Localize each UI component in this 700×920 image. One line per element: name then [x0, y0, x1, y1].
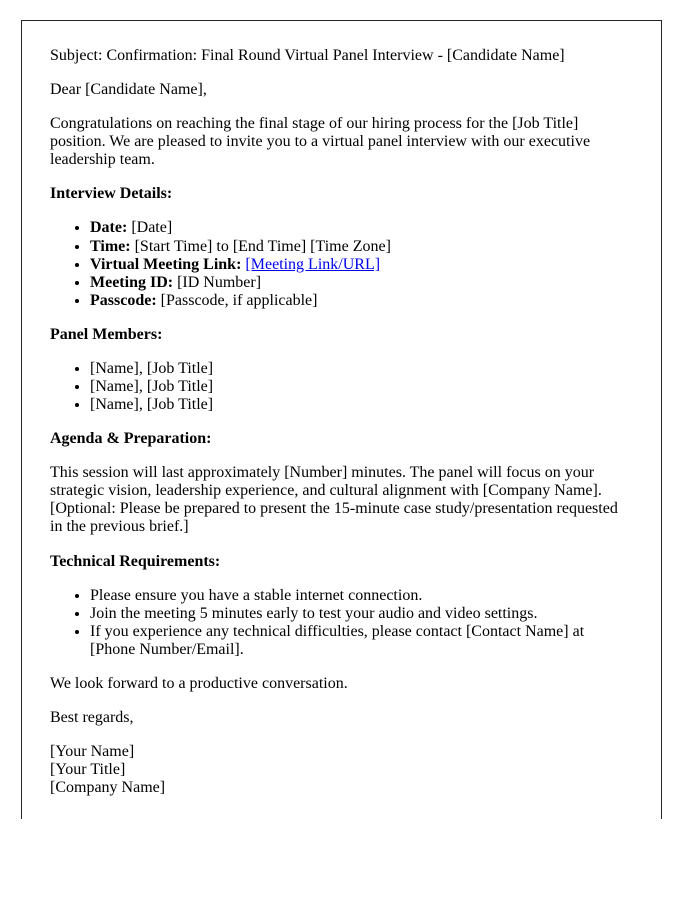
signature-title: [Your Title]: [50, 761, 126, 779]
intro-paragraph: Congratulations on reaching the final stage of our hiring process for the [Job Title] position. We are pleased to invite you to a virtual panel interview with our executive leadership team.: [50, 115, 591, 169]
technical-item: • Join the meeting 5 minutes early to test your audio and video settings.: [90, 605, 633, 623]
technical-item: • Please ensure you have a stable internet connection.: [90, 587, 633, 605]
technical-item: • If you experience any technical difficulties, please contact [Contact Name] at [Phone Number/Email].: [90, 623, 633, 659]
interview-details-list: [50, 219, 633, 309]
signature-block: [50, 743, 633, 797]
item-label: Time:: [90, 237, 131, 255]
closing-paragraph: We look forward to a productive conversation.: [50, 674, 348, 692]
panel-member-item: • [Name], [Job Title]: [90, 360, 633, 378]
panel-member-item: • [Name], [Job Title]: [90, 396, 633, 414]
agenda-paragraph: This session will last approximately [Number] minutes. The panel will focus on your strategic vision, leadership experience, and cultural alignment with [Company Name]. [Optional: Please be prepared to present the 15-minute case study/presentation requested in the previous brief.]: [50, 464, 618, 536]
signature-company: [Company Name]: [50, 779, 166, 797]
document-frame: [21, 20, 662, 819]
signature-name: [Your Name]: [50, 743, 135, 761]
section-heading-panel-members: Panel Members:: [50, 325, 163, 343]
signoff: Best regards,: [50, 709, 134, 727]
list-item-meeting-link: [90, 256, 633, 274]
item-value: [Passcode, if applicable]: [156, 291, 318, 309]
panel-members-list: [50, 360, 633, 414]
section-heading-technical: Technical Requirements:: [50, 552, 221, 570]
greeting: Dear [Candidate Name],: [50, 81, 207, 99]
list-item-meeting-id: [90, 274, 633, 292]
item-value: [Date]: [127, 219, 173, 237]
technical-requirements-list: [50, 587, 633, 659]
item-label: Passcode:: [90, 291, 157, 309]
section-heading-agenda: Agenda & Preparation:: [50, 430, 212, 448]
list-item-date: [90, 219, 633, 237]
list-item-passcode: [90, 292, 633, 310]
item-label: Virtual Meeting Link:: [90, 255, 242, 273]
item-label: Meeting ID:: [90, 273, 174, 291]
list-item-time: [90, 238, 633, 256]
meeting-link[interactable]: [Meeting Link/URL]: [245, 255, 381, 273]
section-heading-interview-details: Interview Details:: [50, 185, 173, 203]
item-label: Date:: [90, 219, 128, 237]
item-value: [Start Time] to [End Time] [Time Zone]: [130, 237, 391, 255]
item-value: [ID Number]: [173, 273, 262, 291]
subject-line: Subject: Confirmation: Final Round Virtual Panel Interview - [Candidate Name]: [50, 47, 565, 64]
panel-member-item: • [Name], [Job Title]: [90, 378, 633, 396]
